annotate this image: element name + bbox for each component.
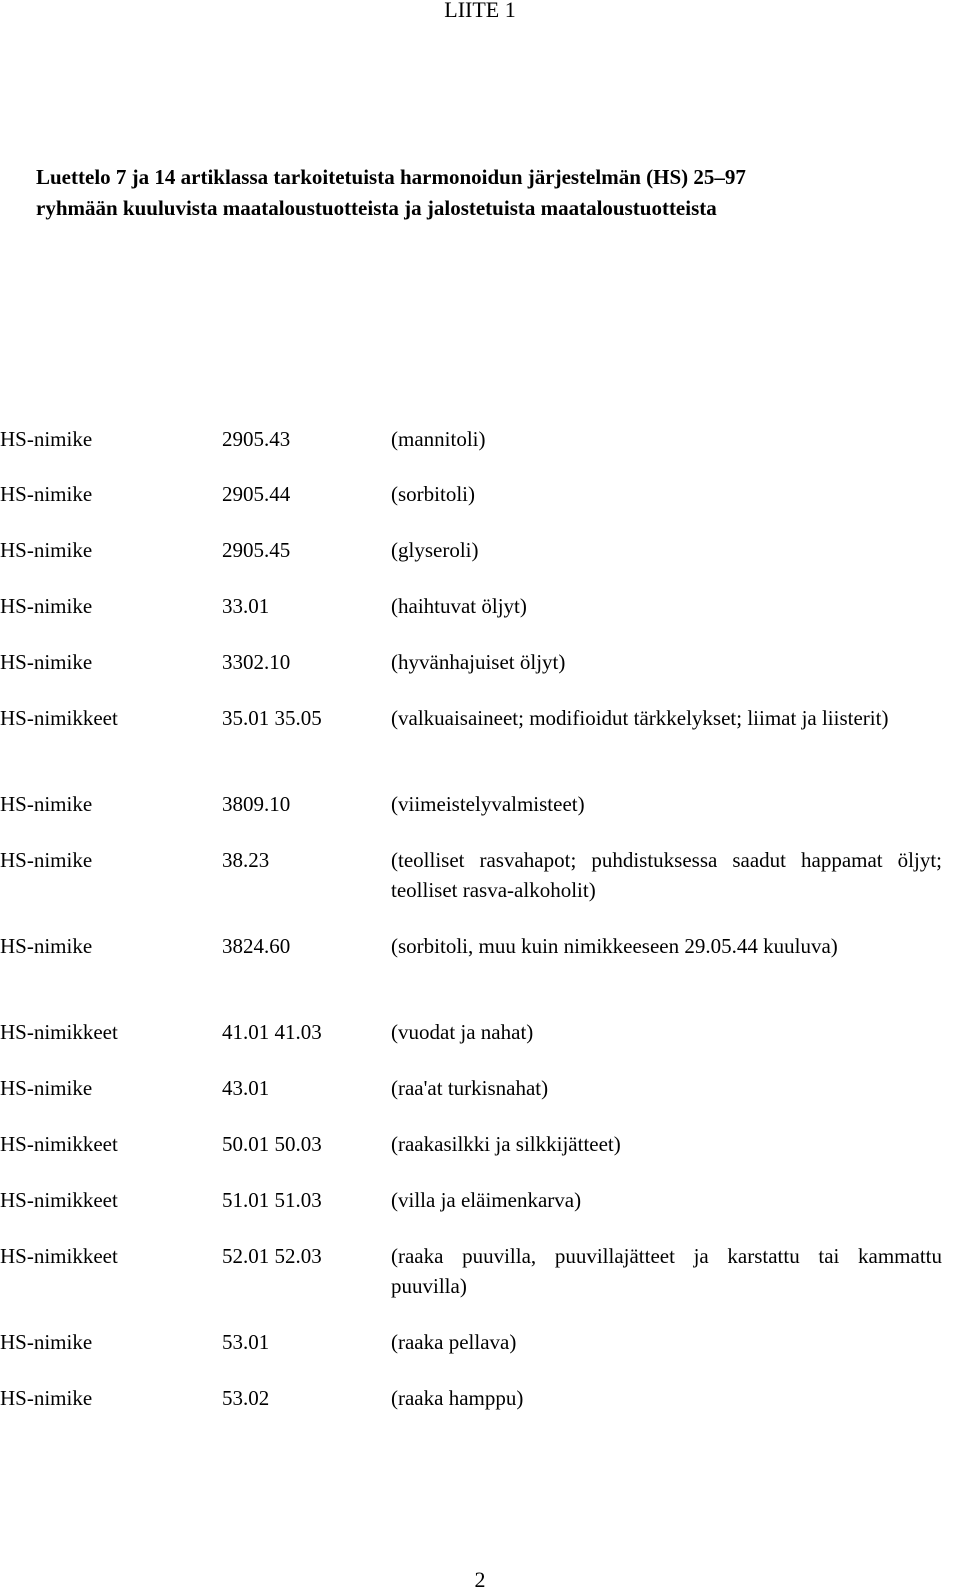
hs-label: HS-nimikkeet [0,706,118,730]
hs-code: 53.01 [222,1330,270,1354]
annex-label: LIITE 1 [444,0,516,22]
document-title-line: Luettelo 7 ja 14 artiklassa tarkoitetuista harmonoidun järjestelmän (HS) 25–97 [36,165,746,189]
hs-label: HS-nimike [0,482,93,506]
hs-description: (haihtuvat öljyt) [391,594,527,618]
hs-description: (vuodat ja nahat) [391,1020,534,1044]
hs-code: 51.01 51.03 [222,1188,322,1212]
hs-description: (raakasilkki ja silkkijätteet) [391,1132,621,1156]
hs-code: 38.23 [222,848,270,872]
hs-label: HS-nimikkeet [0,1020,118,1044]
hs-label: HS-nimike [0,538,93,562]
hs-label: HS-nimike [0,594,93,618]
hs-description: (teolliset rasvahapot; puhdistuksessa saadut happamat öljyt; teolliset rasva-alkoholit) [391,848,942,902]
hs-label: HS-nimike [0,427,93,451]
hs-label: HS-nimike [0,1076,93,1100]
hs-label: HS-nimike [0,792,93,816]
hs-label: HS-nimike [0,934,93,958]
hs-label: HS-nimike [0,848,93,872]
hs-label: HS-nimike [0,650,93,674]
hs-label: HS-nimikkeet [0,1132,118,1156]
hs-description: (villa ja eläimenkarva) [391,1188,582,1212]
hs-description: (raa'at turkisnahat) [391,1076,549,1100]
document-title-line: ryhmään kuuluvista maataloustuotteista ja jalostetuista maataloustuotteista [36,196,717,220]
document-title [36,162,916,224]
hs-code: 3302.10 [222,650,291,674]
hs-code: 53.02 [222,1386,270,1410]
hs-description: (raaka pellava) [391,1330,517,1354]
hs-code: 41.01 41.03 [222,1020,322,1044]
hs-label: HS-nimikkeet [0,1188,118,1212]
hs-description: (sorbitoli, muu kuin nimikkeeseen 29.05.44 kuuluva) [391,934,838,958]
hs-code: 33.01 [222,594,270,618]
hs-code: 43.01 [222,1076,270,1100]
hs-code: 2905.44 [222,482,291,506]
hs-description: (glyseroli) [391,538,479,562]
hs-code: 2905.45 [222,538,291,562]
hs-label: HS-nimikkeet [0,1244,118,1268]
hs-description: (viimeistelyvalmisteet) [391,792,585,816]
hs-description: (sorbitoli) [391,482,475,506]
hs-label: HS-nimike [0,1386,93,1410]
hs-description: (raaka hamppu) [391,1386,524,1410]
page-number: 2 [474,1567,486,1592]
hs-code: 52.01 52.03 [222,1244,322,1268]
hs-label: HS-nimike [0,1330,93,1354]
hs-description: (raaka puuvilla, puuvillajätteet ja karstattu tai kammattu puuvilla) [391,1244,942,1298]
hs-code: 3809.10 [222,792,291,816]
hs-code: 35.01 35.05 [222,706,322,730]
hs-code: 3824.60 [222,934,291,958]
hs-code: 2905.43 [222,427,291,451]
hs-code: 50.01 50.03 [222,1132,322,1156]
hs-description: (valkuaisaineet; modifioidut tärkkelykset; liimat ja liisterit) [391,706,889,730]
hs-description: (hyvänhajuiset öljyt) [391,650,566,674]
hs-description: (mannitoli) [391,427,486,451]
